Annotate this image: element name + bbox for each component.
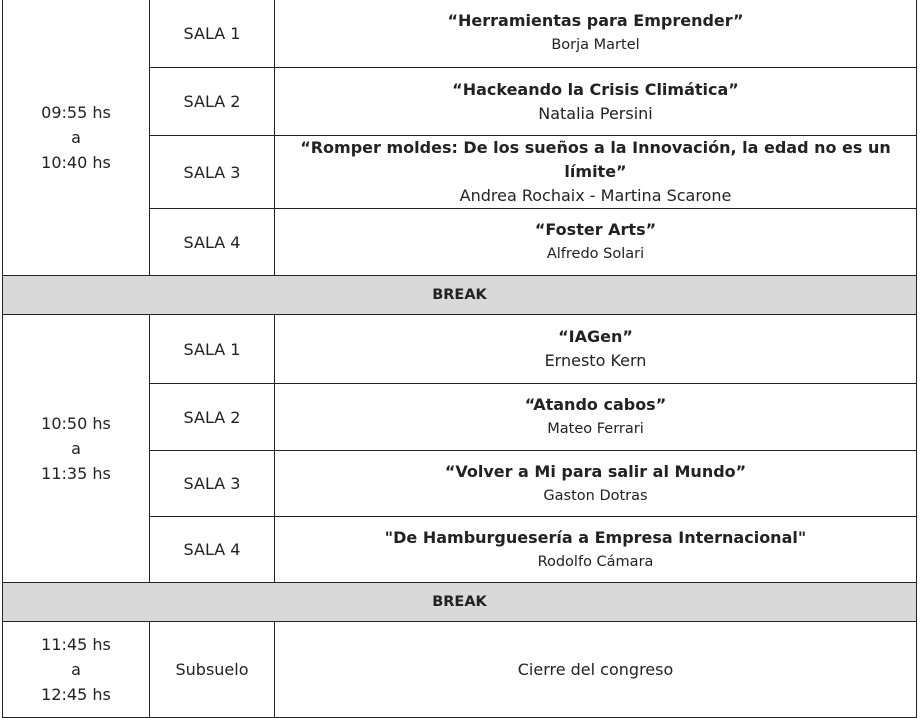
break-row [3,583,917,622]
time-start: 11:45 hs [41,635,111,654]
talk-cell [275,68,917,136]
talk-cell [275,384,917,451]
talk-cell [275,451,917,517]
talk-title: “Hackeando la Crisis Climática” [452,79,739,99]
time-slot-2 [3,315,150,583]
time-separator: a [71,439,81,458]
break-row [3,276,917,315]
talk-cell [275,517,917,583]
speaker-name: Borja Martel [551,37,640,53]
talk-title: “IAGen” [558,327,633,346]
room-label: SALA 2 [150,68,275,136]
speaker-name: Mateo Ferrari [547,421,644,437]
closing-row [3,622,917,718]
room-label: SALA 3 [150,451,275,517]
closing-title: Cierre del congreso [275,622,917,718]
speaker-name: Rodolfo Cámara [537,553,654,570]
room-label: SALA 2 [150,384,275,451]
schedule-table [2,0,917,718]
session-row [3,0,917,68]
break-label: BREAK [3,276,917,315]
talk-cell [275,136,917,209]
room-label: SALA 3 [150,136,275,209]
time-end: 12:45 hs [41,685,111,704]
break-label: BREAK [3,583,917,622]
time-start: 09:55 hs [41,102,111,122]
time-separator: a [71,660,81,679]
time-end: 10:40 hs [41,152,111,172]
time-end: 11:35 hs [41,464,111,483]
speaker-name: Andrea Rochaix - Martina Scarone [459,186,732,205]
room-label: SALA 4 [150,209,275,276]
talk-title: “Atando cabos” [524,395,667,414]
talk-cell [275,0,917,68]
talk-title: “Foster Arts” [534,220,657,239]
room-label: SALA 1 [150,0,275,68]
speaker-name: Ernesto Kern [544,351,647,370]
talk-cell [275,315,917,384]
talk-title: "De Hamburguesería a Empresa Internacional" [384,527,807,547]
talk-cell [275,209,917,276]
room-label: Subsuelo [150,622,275,718]
talk-title: “Herramientas para Emprender” [447,11,744,30]
talk-title: “Romper moldes: De los sueños a la Innovación, la edad no es un límite” [300,138,891,181]
time-slot-1 [3,0,150,276]
talk-title: “Volver a Mi para salir al Mundo” [444,461,747,481]
speaker-name: Alfredo Solari [546,246,645,262]
time-separator: a [71,127,81,147]
room-label: SALA 1 [150,315,275,384]
time-slot-3 [3,622,150,718]
room-label: SALA 4 [150,517,275,583]
speaker-name: Natalia Persini [538,103,653,123]
time-start: 10:50 hs [41,414,111,433]
speaker-name: Gaston Dotras [543,487,648,504]
session-row [3,315,917,384]
